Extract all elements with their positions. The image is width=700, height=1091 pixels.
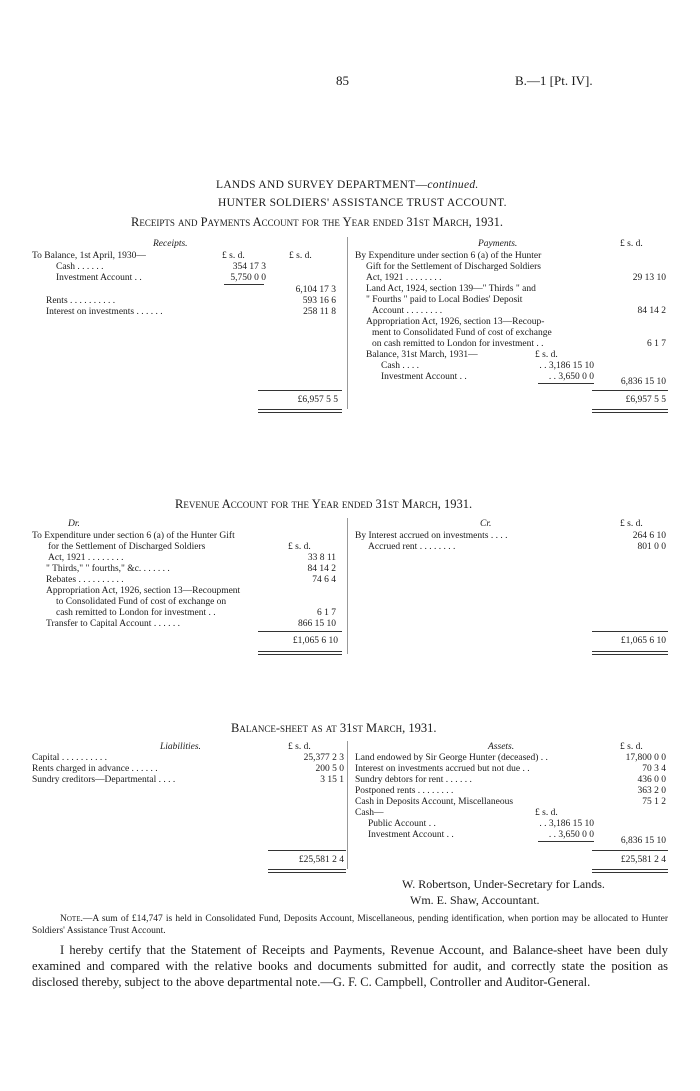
assets-heading: Assets.: [488, 742, 515, 752]
asset-line: Postponed rents . . . . . . . .: [355, 786, 454, 796]
dr-line: Act, 1921 . . . . . . . .: [48, 553, 124, 563]
total-rule: [258, 631, 342, 632]
asset-amount: 75 1 2: [642, 797, 666, 807]
payment-line: ment to Consolidated Fund of cost of exchange: [372, 328, 552, 338]
liabilities-total: £25,581 2 4: [298, 855, 344, 865]
dr-heading: Dr.: [68, 519, 80, 529]
payment-amount: 84 14 2: [637, 306, 666, 316]
cr-total: £1,065 6 10: [620, 636, 666, 646]
asset-amount: 70 3 4: [642, 764, 666, 774]
cr-amount: 801 0 0: [637, 542, 666, 552]
col-header: £ s. d.: [535, 350, 558, 360]
payment-line: Gift for the Settlement of Discharged Soldiers: [366, 262, 542, 272]
liability-line: Sundry creditors—Departmental . . . .: [32, 775, 176, 785]
payment-line: Act, 1921 . . . . . . . .: [366, 273, 442, 283]
payment-line: Cash . . . .: [381, 361, 419, 371]
liabilities-heading: Liabilities.: [160, 742, 201, 752]
receipt-line: Interest on investments . . . . . .: [46, 307, 163, 317]
payments-total: £6,957 5 5: [625, 395, 666, 405]
asset-amount: 6,836 15 10: [620, 836, 666, 846]
dr-line: to Consolidated Fund of cost of exchange on: [56, 597, 227, 607]
col-header: £ s. d.: [620, 519, 643, 529]
double-rule: [592, 651, 668, 655]
dr-total: £1,065 6 10: [292, 636, 338, 646]
asset-line: Land endowed by Sir George Hunter (deceased) . .: [355, 753, 548, 763]
dr-line: Rebates . . . . . . . . . .: [46, 575, 124, 585]
asset-line: Cash in Deposits Account, Miscellaneous: [355, 797, 514, 807]
cr-line: By Interest accrued on investments . . . .: [355, 531, 508, 541]
asset-line: Cash—: [355, 808, 384, 818]
assets-total: £25,581 2 4: [620, 855, 666, 865]
payment-line: Investment Account . .: [381, 372, 467, 382]
column-divider: [347, 741, 348, 869]
total-rule: [592, 631, 668, 632]
dr-line: " Thirds," " fourths," &c. . . . . . .: [46, 564, 170, 574]
subtotal-rule: [538, 383, 594, 384]
receipt-amount: 593 16 6: [302, 296, 336, 306]
asset-line: Sundry debtors for rent . . . . . .: [355, 775, 472, 785]
dr-line: for the Settlement of Discharged Soldiers: [48, 542, 206, 552]
liability-amount: 25,377 2 3: [303, 753, 344, 763]
audit-certificate: I hereby certify that the Statement of Receipts and Payments, Revenue Account, and Balance-sheet have been duly examined and compared with the relative books and documents submitted for audit, and correctly state the position as disclosed thereby, subject to the above departmental note.—G. F. C. Campbell, Controller and Auditor-General.: [32, 943, 668, 989]
total-rule: [592, 390, 668, 391]
asset-amount: 436 0 0: [637, 775, 666, 785]
receipt-line: Investment Account . .: [56, 273, 142, 283]
cr-amount: 264 6 10: [632, 531, 666, 541]
double-rule: [268, 869, 346, 873]
asset-amount: . . 3,650 0 0: [548, 830, 594, 840]
payment-amount: . . 3,186 15 10: [539, 361, 594, 371]
double-rule: [592, 409, 668, 413]
receipts-heading: Receipts.: [153, 239, 188, 249]
col-header: £ s. d.: [620, 239, 643, 249]
liability-line: Rents charged in advance . . . . . .: [32, 764, 158, 774]
subtotal-rule: [538, 841, 594, 842]
cr-line: Accrued rent . . . . . . . .: [368, 542, 456, 552]
receipt-amount: 6,104 17 3: [295, 285, 336, 295]
revenue-account-title: Revenue Account for the Year ended 31st March, 1931.: [175, 497, 473, 511]
receipt-line: To Balance, 1st April, 1930—: [32, 251, 146, 261]
page-number: 85: [336, 73, 349, 88]
dr-amount: 33 8 11: [307, 553, 336, 563]
receipt-amount: 258 11 8: [303, 307, 336, 317]
payment-amount: 29 13 10: [632, 273, 666, 283]
departmental-note: Note.—A sum of £14,747 is held in Consolidated Fund, Deposits Account, Miscellaneous, pending identification, when portion may be allocated to Hunter Soldiers' Assistance Trust Account.: [32, 914, 668, 936]
payment-amount: . . 3,650 0 0: [548, 372, 594, 382]
payment-amount: 6,836 15 10: [620, 377, 666, 387]
payment-line: Appropriation Act, 1926, section 13—Recoup-: [366, 317, 545, 327]
col-header: £ s. d.: [535, 808, 558, 818]
liability-amount: 3 15 1: [320, 775, 344, 785]
total-rule: [268, 850, 346, 851]
payment-line: Balance, 31st March, 1931—: [366, 350, 478, 360]
department-title: LANDS AND SURVEY DEPARTMENT—continued.: [216, 179, 479, 191]
dr-line: To Expenditure under section 6 (a) of the Hunter Gift: [32, 531, 235, 541]
total-rule: [592, 850, 668, 851]
col-header: £ s. d.: [288, 542, 311, 552]
payment-amount: 6 1 7: [647, 339, 666, 349]
receipt-line: Rents . . . . . . . . . .: [46, 296, 116, 306]
asset-line: Public Account . .: [368, 819, 436, 829]
subtotal-rule: [224, 284, 264, 285]
receipt-amount: 354 17 3: [232, 262, 266, 272]
receipts-total: £6,957 5 5: [297, 395, 338, 405]
payments-heading: Payments.: [478, 239, 518, 249]
double-rule: [258, 651, 342, 655]
signature-under-secretary: W. Robertson, Under-Secretary for Lands.: [402, 877, 605, 891]
col-header: £ s. d.: [288, 742, 311, 752]
column-divider: [347, 518, 348, 654]
asset-line: Investment Account . .: [368, 830, 454, 840]
asset-amount: 17,800 0 0: [625, 753, 666, 763]
col-header: £ s. d.: [289, 251, 312, 261]
dr-line: cash remitted to London for investment . .: [56, 608, 216, 618]
dr-line: Appropriation Act, 1926, section 13—Recoupment: [46, 586, 241, 596]
cr-heading: Cr.: [480, 519, 492, 529]
dr-line: Transfer to Capital Account . . . . . .: [46, 619, 180, 629]
liability-line: Capital . . . . . . . . . .: [32, 753, 107, 763]
asset-line: Interest on investments accrued but not due . .: [355, 764, 530, 774]
receipts-payments-title: Receipts and Payments Account for the Year ended 31st March, 1931.: [131, 215, 503, 229]
payment-line: Account . . . . . . . .: [372, 306, 443, 316]
dr-amount: 866 15 10: [298, 619, 336, 629]
dr-amount: 6 1 7: [317, 608, 336, 618]
double-rule: [592, 869, 668, 873]
payment-line: " Fourths " paid to Local Bodies' Deposit: [366, 295, 523, 305]
signature-accountant: Wm. E. Shaw, Accountant.: [410, 893, 540, 907]
payment-line: By Expenditure under section 6 (a) of the Hunter: [355, 251, 542, 261]
dr-amount: 74 6 4: [312, 575, 336, 585]
payment-line: on cash remitted to London for investment . .: [372, 339, 544, 349]
col-header: £ s. d.: [222, 251, 245, 261]
page-reference: B.—1 [Pt. IV].: [515, 73, 593, 88]
double-rule: [258, 409, 342, 413]
receipt-amount: 5,750 0 0: [230, 273, 266, 283]
total-rule: [258, 390, 342, 391]
col-header: £ s. d.: [620, 742, 643, 752]
asset-amount: . . 3,186 15 10: [539, 819, 594, 829]
column-divider: [347, 237, 348, 409]
dr-amount: 84 14 2: [307, 564, 336, 574]
fund-title: HUNTER SOLDIERS' ASSISTANCE TRUST ACCOUNT.: [218, 197, 507, 209]
asset-amount: 363 2 0: [637, 786, 666, 796]
liability-amount: 200 5 0: [315, 764, 344, 774]
receipt-line: Cash . . . . . .: [56, 262, 104, 272]
balance-sheet-title: Balance-sheet as at 31st March, 1931.: [231, 721, 437, 735]
payment-line: Land Act, 1924, section 139—" Thirds " and: [366, 284, 536, 294]
